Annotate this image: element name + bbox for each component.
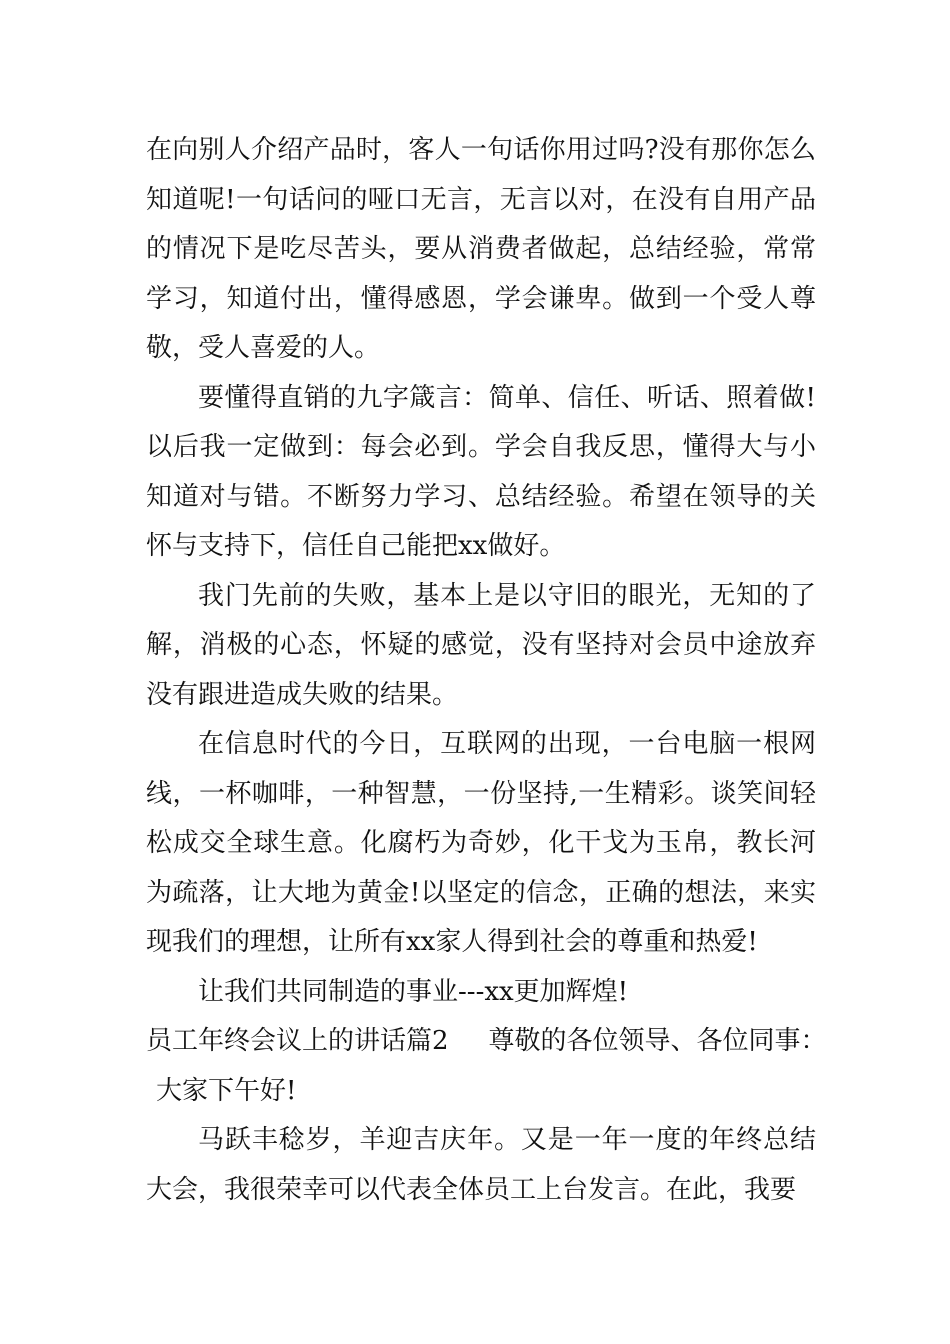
paragraph-2: 要懂得直销的九字箴言：简单、信任、听话、照着做!以后我一定做到：每会必到。学会自我反思，懂得大与小知道对与错。不断努力学习、总结经验。希望在领导的关怀与支持下，信任自己能把xx做好。 <box>146 382 816 561</box>
paragraph-4: 在信息时代的今日，互联网的出现，一台电脑一根网线，一杯咖啡，一种智慧，一份坚持,一生精彩。谈笑间轻松成交全球生意。化腐朽为奇妙，化干戈为玉帛，教长河为疏落，让大地为黄金!以坚定的信念，正确的想法，来实现我们的理想，让所有xx家人得到社会的尊重和热爱! <box>146 729 816 957</box>
paragraph-1: 在向别人介绍产品时，客人一句话你用过吗?没有那你怎么知道呢!一句话问的哑口无言，无言以对，在没有自用产品的情况下是吃尽苦头，要从消费者做起，总结经验，常常学习，知道付出，懂得感恩，学会谦卑。做到一个受人尊敬，受人喜爱的人。 <box>146 135 816 363</box>
section-title: 员工年终会议上的讲话篇2 <box>146 1026 449 1056</box>
salutation: 尊敬的各位领导、各位同事： <box>488 1026 827 1056</box>
paragraph-3: 我门先前的失败，基本上是以守旧的眼光，无知的了解，消极的心态，怀疑的感觉，没有坚持对会员中途放弃没有跟进造成失败的结果。 <box>146 580 816 710</box>
document-body <box>146 126 827 1215</box>
greeting: 大家下午好! <box>156 1075 297 1106</box>
paragraph-5: 让我们共同制造的事业---xx更加辉煌! <box>198 976 629 1007</box>
closing-paragraph: 马跃丰稔岁，羊迎吉庆年。又是一年一度的年终总结大会，我很荣幸可以代表全体员工上台发言。在此，我要 <box>146 1125 816 1205</box>
section-heading-line <box>146 1017 827 1067</box>
